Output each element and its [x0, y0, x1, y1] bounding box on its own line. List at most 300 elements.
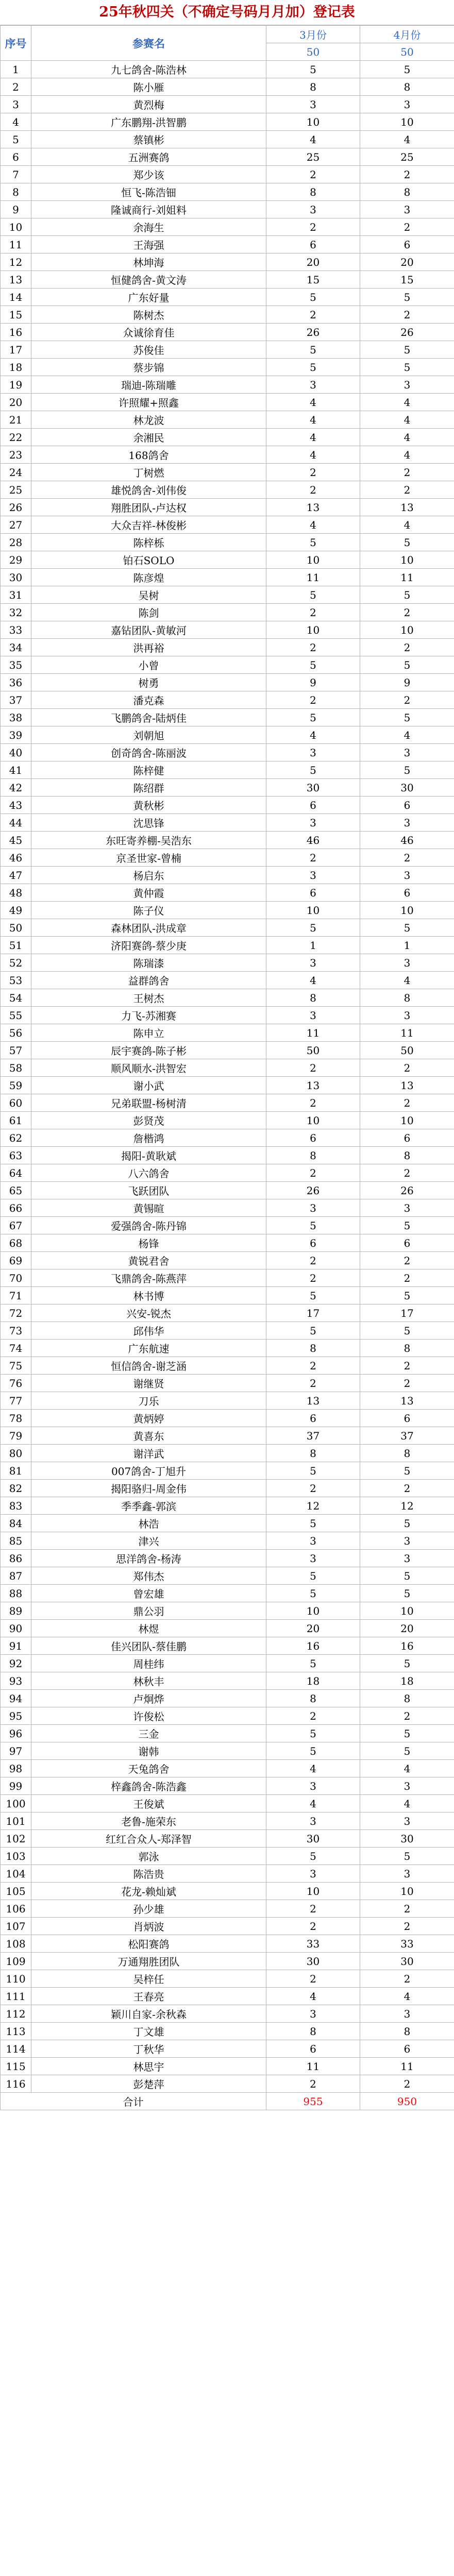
- march-count: 6: [266, 796, 360, 814]
- row-index: 2: [1, 78, 31, 96]
- april-count: 5: [360, 1567, 454, 1585]
- entrant-name: 爱强鸽舍-陈丹锦: [31, 1217, 266, 1234]
- table-row: [1, 1445, 454, 1462]
- row-index: 81: [1, 1462, 31, 1480]
- table-row: [1, 639, 454, 656]
- april-count: 2: [360, 1970, 454, 1988]
- table-row: [1, 1918, 454, 1935]
- entrant-name: 森林团队-洪成章: [31, 919, 266, 937]
- table-row: [1, 148, 454, 166]
- entrant-name: 周桂纬: [31, 1655, 266, 1672]
- table-row: [1, 1777, 454, 1795]
- april-count: 26: [360, 1182, 454, 1199]
- table-row: [1, 1304, 454, 1322]
- march-total: 955: [266, 2093, 360, 2110]
- march-count: 15: [266, 271, 360, 289]
- row-index: 86: [1, 1550, 31, 1567]
- row-index: 54: [1, 989, 31, 1007]
- march-entrant-count: 50: [266, 43, 360, 61]
- march-count: 5: [266, 289, 360, 306]
- row-index: 96: [1, 1725, 31, 1742]
- march-count: 5: [266, 341, 360, 359]
- april-count: 2: [360, 1094, 454, 1112]
- april-count: 3: [360, 2005, 454, 2023]
- march-count: 3: [266, 814, 360, 832]
- april-count: 2: [360, 306, 454, 324]
- march-count: 6: [266, 2040, 360, 2058]
- entrant-name: 沈思锋: [31, 814, 266, 832]
- row-index: 55: [1, 1007, 31, 1024]
- entrant-name: 九七鸽舍-陈浩林: [31, 61, 266, 78]
- april-count: 5: [360, 359, 454, 376]
- table-row: [1, 867, 454, 884]
- march-count: 8: [266, 183, 360, 201]
- entrant-name: 恒信鸽舍-谢芝涵: [31, 1357, 266, 1375]
- row-index: 16: [1, 324, 31, 341]
- row-index: 106: [1, 1900, 31, 1918]
- table-row: [1, 481, 454, 499]
- march-count: 2: [266, 691, 360, 709]
- entrant-name: 王春亮: [31, 1988, 266, 2005]
- march-count: 2: [266, 1918, 360, 1935]
- march-count: 3: [266, 867, 360, 884]
- row-index: 77: [1, 1392, 31, 1410]
- entrant-name: 嘉钻团队-黄敏河: [31, 621, 266, 639]
- april-count: 10: [360, 1602, 454, 1620]
- entrant-name: 陈小雁: [31, 78, 266, 96]
- table-row: [1, 2023, 454, 2040]
- sheet-title: 25年秋四关（不确定号码月月加）登记表: [0, 0, 454, 25]
- march-count: 2: [266, 1970, 360, 1988]
- april-count: 8: [360, 1690, 454, 1707]
- march-count: 3: [266, 1550, 360, 1567]
- table-row: [1, 1760, 454, 1777]
- april-count: 3: [360, 1199, 454, 1217]
- entrant-name: 谢小武: [31, 1077, 266, 1094]
- row-index: 84: [1, 1515, 31, 1532]
- march-count: 2: [266, 218, 360, 236]
- row-index: 1: [1, 61, 31, 78]
- april-count: 12: [360, 1497, 454, 1515]
- march-count: 3: [266, 1007, 360, 1024]
- row-index: 109: [1, 1953, 31, 1970]
- march-count: 9: [266, 674, 360, 691]
- table-row: [1, 621, 454, 639]
- entrant-name: 广东好量: [31, 289, 266, 306]
- row-index: 69: [1, 1252, 31, 1269]
- april-count: 5: [360, 289, 454, 306]
- april-count: 2: [360, 218, 454, 236]
- april-count: 5: [360, 1655, 454, 1672]
- april-count: 5: [360, 61, 454, 78]
- entrant-name: 揭阳-黄耿斌: [31, 1147, 266, 1164]
- entrant-name: 谢继贤: [31, 1375, 266, 1392]
- table-row: [1, 1182, 454, 1199]
- entrant-name: 揭阳骆归-周金伟: [31, 1480, 266, 1497]
- april-count: 2: [360, 1059, 454, 1077]
- entrant-name: 树勇: [31, 674, 266, 691]
- entrant-name: 兄弟联盟-杨树清: [31, 1094, 266, 1112]
- march-count: 4: [266, 131, 360, 148]
- table-row: [1, 1147, 454, 1164]
- april-count: 8: [360, 1445, 454, 1462]
- row-index: 7: [1, 166, 31, 183]
- table-row: [1, 674, 454, 691]
- april-count: 5: [360, 1848, 454, 1865]
- entrant-name: 兴安-锐杰: [31, 1304, 266, 1322]
- entrant-name: 168鸽舍: [31, 446, 266, 464]
- entrant-name: 007鸽舍-丁旭升: [31, 1462, 266, 1480]
- entrant-name: 津兴: [31, 1532, 266, 1550]
- table-row: [1, 1585, 454, 1602]
- april-count: 6: [360, 1129, 454, 1147]
- april-count: 8: [360, 183, 454, 201]
- april-count: 30: [360, 1953, 454, 1970]
- table-row: [1, 1077, 454, 1094]
- entrant-name: 黄仲霞: [31, 884, 266, 902]
- entrant-name: 郑少该: [31, 166, 266, 183]
- march-count: 5: [266, 919, 360, 937]
- april-count: 9: [360, 674, 454, 691]
- table-row: [1, 1322, 454, 1340]
- april-count: 3: [360, 96, 454, 113]
- march-count: 3: [266, 954, 360, 972]
- table-row: [1, 341, 454, 359]
- april-count: 5: [360, 1322, 454, 1340]
- table-header: [1, 26, 454, 61]
- march-count: 2: [266, 1269, 360, 1287]
- march-count: 37: [266, 1427, 360, 1445]
- march-count: 2: [266, 481, 360, 499]
- march-count: 4: [266, 446, 360, 464]
- row-index: 88: [1, 1585, 31, 1602]
- entrant-name: 谢韩: [31, 1742, 266, 1760]
- row-index: 17: [1, 341, 31, 359]
- march-count: 25: [266, 148, 360, 166]
- row-index: 6: [1, 148, 31, 166]
- row-index: 112: [1, 2005, 31, 2023]
- april-count: 11: [360, 1024, 454, 1042]
- march-count: 10: [266, 1602, 360, 1620]
- march-count: 3: [266, 201, 360, 218]
- table-row: [1, 1042, 454, 1059]
- table-row: [1, 709, 454, 726]
- april-count: 3: [360, 867, 454, 884]
- table-row: [1, 656, 454, 674]
- march-count: 10: [266, 551, 360, 569]
- april-count: 2: [360, 1164, 454, 1182]
- april-count: 20: [360, 1620, 454, 1637]
- march-count: 4: [266, 516, 360, 534]
- april-count: 2: [360, 1252, 454, 1269]
- april-count: 10: [360, 113, 454, 131]
- april-count: 5: [360, 341, 454, 359]
- april-count: 30: [360, 1830, 454, 1848]
- row-index: 102: [1, 1830, 31, 1848]
- row-index: 51: [1, 937, 31, 954]
- entrant-name: 彭贤茂: [31, 1112, 266, 1129]
- april-count: 5: [360, 709, 454, 726]
- entrant-name: 王俊斌: [31, 1795, 266, 1812]
- table-row: [1, 1953, 454, 1970]
- march-count: 5: [266, 1287, 360, 1304]
- table-row: [1, 1480, 454, 1497]
- march-count: 6: [266, 1129, 360, 1147]
- row-index: 27: [1, 516, 31, 534]
- entrant-name: 三金: [31, 1725, 266, 1742]
- march-count: 4: [266, 726, 360, 744]
- table-row: [1, 1164, 454, 1182]
- table-row: [1, 1970, 454, 1988]
- entrant-name: 黄喜东: [31, 1427, 266, 1445]
- entrant-name: 恒飞-陈浩钿: [31, 183, 266, 201]
- entrant-name: 陈树杰: [31, 306, 266, 324]
- march-count: 13: [266, 499, 360, 516]
- table-row: [1, 884, 454, 902]
- march-count: 16: [266, 1637, 360, 1655]
- march-count: 8: [266, 1147, 360, 1164]
- march-count: 8: [266, 1445, 360, 1462]
- table-row: [1, 394, 454, 411]
- entrant-name: 铂石SOLO: [31, 551, 266, 569]
- march-count: 5: [266, 1725, 360, 1742]
- april-count: 11: [360, 569, 454, 586]
- table-row: [1, 2005, 454, 2023]
- table-row: [1, 1287, 454, 1304]
- march-count: 20: [266, 253, 360, 271]
- row-index: 25: [1, 481, 31, 499]
- march-count: 30: [266, 779, 360, 796]
- entrant-name: 八六鸽舍: [31, 1164, 266, 1182]
- row-index: 33: [1, 621, 31, 639]
- table-row: [1, 1655, 454, 1672]
- table-row: [1, 937, 454, 954]
- table-row: [1, 1830, 454, 1848]
- table-row: [1, 1620, 454, 1637]
- table-row: [1, 1340, 454, 1357]
- row-index: 45: [1, 832, 31, 849]
- row-index: 105: [1, 1883, 31, 1900]
- entrant-name: 万通翔胜团队: [31, 1953, 266, 1970]
- april-count: 6: [360, 236, 454, 253]
- row-index: 15: [1, 306, 31, 324]
- march-count: 2: [266, 166, 360, 183]
- april-count: 2: [360, 464, 454, 481]
- march-count: 10: [266, 1112, 360, 1129]
- row-index: 53: [1, 972, 31, 989]
- april-count: 3: [360, 1532, 454, 1550]
- table-row: [1, 446, 454, 464]
- entrant-name: 郭泳: [31, 1848, 266, 1865]
- entrant-name: 益群鸽舍: [31, 972, 266, 989]
- table-row: [1, 989, 454, 1007]
- row-index: 98: [1, 1760, 31, 1777]
- march-count: 5: [266, 656, 360, 674]
- table-row: [1, 849, 454, 867]
- entrant-name: 詹楷鸿: [31, 1129, 266, 1147]
- april-count: 37: [360, 1427, 454, 1445]
- march-count: 26: [266, 324, 360, 341]
- march-count: 8: [266, 78, 360, 96]
- march-count: 2: [266, 1375, 360, 1392]
- row-index: 26: [1, 499, 31, 516]
- march-count: 4: [266, 394, 360, 411]
- table-row: [1, 1742, 454, 1760]
- row-index: 9: [1, 201, 31, 218]
- row-index: 91: [1, 1637, 31, 1655]
- table-row: [1, 1567, 454, 1585]
- registration-table: [0, 25, 454, 2110]
- april-count: 16: [360, 1637, 454, 1655]
- entrant-name: 林浩: [31, 1515, 266, 1532]
- march-count: 17: [266, 1304, 360, 1322]
- entrant-name: 邱伟华: [31, 1322, 266, 1340]
- entrant-name: 花龙-赖灿斌: [31, 1883, 266, 1900]
- row-index: 60: [1, 1094, 31, 1112]
- march-count: 5: [266, 709, 360, 726]
- row-index: 87: [1, 1567, 31, 1585]
- row-index: 107: [1, 1918, 31, 1935]
- march-count: 2: [266, 1059, 360, 1077]
- row-index: 74: [1, 1340, 31, 1357]
- march-count: 11: [266, 2058, 360, 2075]
- march-count: 5: [266, 534, 360, 551]
- april-count: 33: [360, 1935, 454, 1953]
- row-index: 8: [1, 183, 31, 201]
- row-index: 52: [1, 954, 31, 972]
- march-count: 5: [266, 1515, 360, 1532]
- march-count: 2: [266, 1094, 360, 1112]
- april-count: 2: [360, 481, 454, 499]
- april-count: 10: [360, 621, 454, 639]
- table-row: [1, 796, 454, 814]
- table-row: [1, 744, 454, 761]
- table-row: [1, 516, 454, 534]
- table-row: [1, 166, 454, 183]
- entrant-name: 红红合众人-郑泽智: [31, 1830, 266, 1848]
- total-label: 合计: [1, 2093, 266, 2110]
- table-row: [1, 78, 454, 96]
- entrant-name: 翔胜团队-卢达权: [31, 499, 266, 516]
- table-row: [1, 1427, 454, 1445]
- entrant-name: 辰宇赛鸽-陈子彬: [31, 1042, 266, 1059]
- april-count: 4: [360, 1760, 454, 1777]
- april-count: 8: [360, 1147, 454, 1164]
- entrant-name: 众诚徐育佳: [31, 324, 266, 341]
- row-index: 101: [1, 1812, 31, 1830]
- april-count: 11: [360, 2058, 454, 2075]
- april-count: 5: [360, 1515, 454, 1532]
- row-index: 28: [1, 534, 31, 551]
- march-count: 5: [266, 1585, 360, 1602]
- row-index: 57: [1, 1042, 31, 1059]
- march-count: 5: [266, 61, 360, 78]
- april-count: 5: [360, 1725, 454, 1742]
- entrant-name: 蔡步锦: [31, 359, 266, 376]
- april-count: 5: [360, 1217, 454, 1234]
- april-count: 5: [360, 919, 454, 937]
- entrant-name: 潘克森: [31, 691, 266, 709]
- march-count: 8: [266, 989, 360, 1007]
- entrant-name: 飞鼎鸽舍-陈燕萍: [31, 1269, 266, 1287]
- april-count: 15: [360, 271, 454, 289]
- table-row: [1, 131, 454, 148]
- entrant-name: 黄锐君舍: [31, 1252, 266, 1269]
- index-column-header: 序号: [1, 26, 31, 61]
- table-row: [1, 1497, 454, 1515]
- row-index: 99: [1, 1777, 31, 1795]
- table-row: [1, 1234, 454, 1252]
- row-index: 78: [1, 1410, 31, 1427]
- march-count: 2: [266, 604, 360, 621]
- march-count: 3: [266, 744, 360, 761]
- table-row: [1, 779, 454, 796]
- march-count: 10: [266, 621, 360, 639]
- march-count: 5: [266, 1322, 360, 1340]
- table-row: [1, 832, 454, 849]
- march-count: 8: [266, 1690, 360, 1707]
- row-index: 56: [1, 1024, 31, 1042]
- march-count: 11: [266, 569, 360, 586]
- entrant-name: 丁秋华: [31, 2040, 266, 2058]
- row-index: 115: [1, 2058, 31, 2075]
- march-count: 2: [266, 2075, 360, 2093]
- table-row: [1, 2075, 454, 2093]
- march-count: 30: [266, 1830, 360, 1848]
- row-index: 31: [1, 586, 31, 604]
- row-index: 92: [1, 1655, 31, 1672]
- entrant-name: 王树杰: [31, 989, 266, 1007]
- entrant-name: 苏俊佳: [31, 341, 266, 359]
- table-row: [1, 96, 454, 113]
- row-index: 37: [1, 691, 31, 709]
- table-row: [1, 1094, 454, 1112]
- row-index: 64: [1, 1164, 31, 1182]
- table-row: [1, 1690, 454, 1707]
- row-index: 61: [1, 1112, 31, 1129]
- march-count: 4: [266, 1795, 360, 1812]
- april-count: 13: [360, 1077, 454, 1094]
- row-index: 34: [1, 639, 31, 656]
- april-count: 2: [360, 639, 454, 656]
- row-index: 90: [1, 1620, 31, 1637]
- march-count: 12: [266, 1497, 360, 1515]
- entrant-name: 飞跃团队: [31, 1182, 266, 1199]
- table-row: [1, 551, 454, 569]
- april-count: 1: [360, 937, 454, 954]
- row-index: 108: [1, 1935, 31, 1953]
- table-row: [1, 919, 454, 937]
- entrant-name: 梓鑫鸽舍-陈浩鑫: [31, 1777, 266, 1795]
- march-count: 3: [266, 1812, 360, 1830]
- row-index: 72: [1, 1304, 31, 1322]
- row-index: 18: [1, 359, 31, 376]
- table-row: [1, 1725, 454, 1742]
- row-index: 11: [1, 236, 31, 253]
- table-row: [1, 604, 454, 621]
- entrant-name: 林思宇: [31, 2058, 266, 2075]
- april-count: 4: [360, 394, 454, 411]
- row-index: 58: [1, 1059, 31, 1077]
- april-total: 950: [360, 2093, 454, 2110]
- entrant-name: 思洋鸽舍-杨涛: [31, 1550, 266, 1567]
- april-count: 3: [360, 201, 454, 218]
- table-row: [1, 1392, 454, 1410]
- march-count: 4: [266, 411, 360, 429]
- row-index: 4: [1, 113, 31, 131]
- march-count: 2: [266, 1900, 360, 1918]
- row-index: 100: [1, 1795, 31, 1812]
